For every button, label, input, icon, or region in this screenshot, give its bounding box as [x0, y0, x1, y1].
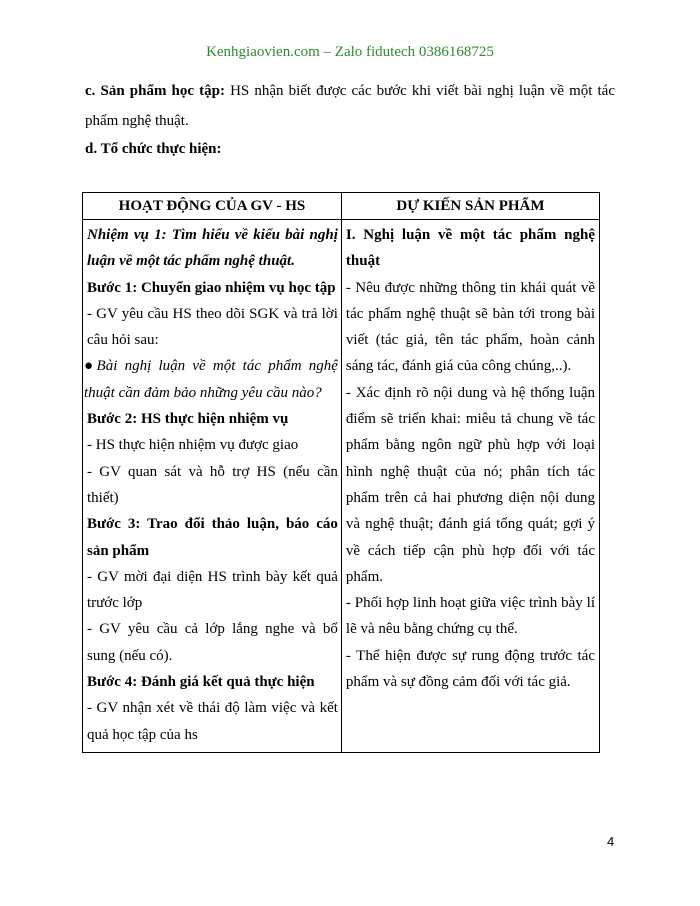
section-d-label: d. Tổ chức thực hiện: — [85, 141, 222, 157]
list-item: - GV mời đại diện HS trình bày kết quả trước lớp — [87, 568, 338, 612]
page-header — [0, 44, 700, 61]
list-item: - Nêu được những thông tin khái quát về tác phẩm nghệ thuật sẽ bàn tới trong bài viết (tác giả, tên tác phẩm, hoàn cảnh sáng tác, đánh giá của công chúng,..). — [345, 279, 595, 375]
list-item: - Thể hiện được sự rung động trước tác phẩm và sự đồng cảm đối với tác giả. — [345, 647, 595, 691]
table-header-products: DỰ KIẾN SẢN PHẨM — [341, 193, 599, 220]
table-header-activities: HOẠT ĐỘNG CỦA GV - HS — [83, 193, 342, 220]
products-cell — [341, 220, 599, 753]
list-item: - Phối hợp linh hoạt giữa việc trình bày lí lẽ và nêu bằng chứng cụ thể. — [345, 595, 595, 638]
task-title: Nhiệm vụ 1: Tìm hiểu về kiểu bài nghị luận về một tác phẩm nghệ thuật. — [87, 227, 338, 270]
header-contact: Zalo fidutech 0386168725 — [334, 44, 494, 60]
section-c-text: HS nhận biết được các bước khi viết bài nghị luận về một tác phẩm nghệ thuật. — [85, 83, 615, 129]
header-separator: – — [319, 44, 335, 60]
list-item: - GV nhận xét về thái độ làm việc và kết quả học tập của hs — [87, 700, 338, 743]
step1-title: Bước 1: Chuyển giao nhiệm vụ học tập — [87, 279, 336, 296]
step4-title: Bước 4: Đánh giá kết quả thực hiện — [87, 674, 315, 691]
list-item: - GV yêu cầu cả lớp lắng nghe và bổ sung (nếu có). — [87, 621, 338, 664]
question-item — [84, 353, 338, 406]
step3-title: Bước 3: Trao đổi thảo luận, báo cáo sản phẩm — [87, 516, 338, 559]
step1-text: - GV yêu cầu HS theo dõi SGK và trả lời câu hỏi sau: — [87, 305, 338, 349]
page-number: 4 — [607, 834, 615, 849]
section-c-label: c. Sản phẩm học tập: — [85, 83, 225, 99]
list-item: - HS thực hiện nhiệm vụ được giao — [87, 437, 299, 454]
bullet-icon: ● — [84, 358, 97, 375]
section-c — [85, 76, 615, 136]
table-row — [83, 220, 600, 753]
header-site-link[interactable]: Kenhgiaovien.com — [206, 44, 320, 60]
question-text: Bài nghị luận về một tác phẩm nghệ thuật cần đảm bảo những yêu cầu nào? — [84, 358, 338, 401]
table-header-row — [83, 193, 600, 220]
step2-title: Bước 2: HS thực hiện nhiệm vụ — [87, 411, 289, 428]
activity-table — [82, 192, 600, 753]
list-item: - GV quan sát và hỗ trợ HS (nếu cần thiết) — [87, 463, 338, 506]
activities-cell — [83, 220, 342, 753]
list-item: - Xác định rõ nội dung và hệ thống luận điểm sẽ triển khai: miêu tả chung về tác phẩm bằng ngôn ngữ phù hợp với loại hình nghệ thuật của nó; phân tích tác phẩm trên cả hai phương diện nội dung và nghệ thuật; đánh giá tổng quát; gợi ý về cách tiếp cận phù hợp đối với tác phẩm. — [345, 384, 595, 585]
product-section-title: I. Nghị luận về một tác phẩm nghệ thuật — [345, 227, 595, 270]
